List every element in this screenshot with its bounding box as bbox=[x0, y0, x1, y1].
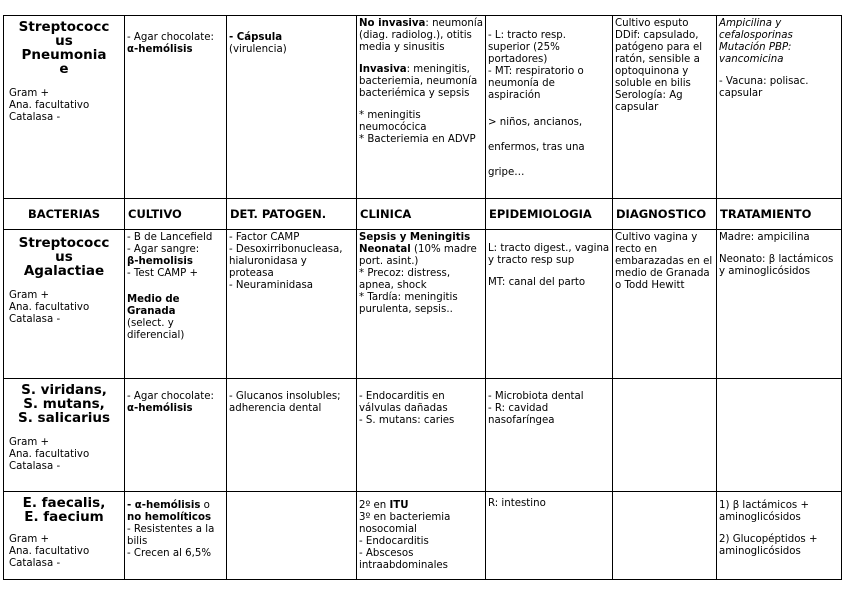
bacteria-info: Gram + Ana. facultativo Catalasa - bbox=[9, 290, 90, 325]
cell-epidemiologia-viridans: - Microbiota dental - R: cavidad nasofaríngea bbox=[486, 379, 613, 492]
cell-patogen-faecalis bbox=[227, 492, 357, 580]
cell-tratamiento-pneumoniae: Ampicilina y cefalosporinas Mutación PBP: vancomicina - Vacuna: polisac. capsular bbox=[717, 16, 842, 199]
cell-patogen-agalactiae: - Factor CAMP - Desoxirribonucleasa, hialuronidasa y proteasa - Neuraminidasa bbox=[227, 230, 357, 379]
cell-diagnostico-agalactiae: Cultivo vagina y recto en embarazadas en el medio de Granada o Todd Hewitt bbox=[613, 230, 717, 379]
cell-epidemiologia-pneumoniae: - L: tracto resp. superior (25% portadores) - MT: respiratorio o neumonía de aspiración > niños, ancianos, enfermos, tras una gripe… bbox=[486, 16, 613, 199]
cell-epidemiologia-faecalis: R: intestino bbox=[486, 492, 613, 580]
cell-tratamiento-faecalis: 1) β lactámicos + aminoglicósidos 2) Glucopéptidos + aminoglicósidos bbox=[717, 492, 842, 580]
header-row bbox=[4, 199, 842, 230]
header-clinica: CLINICA bbox=[357, 199, 486, 230]
cell-bacteria-faecalis bbox=[4, 492, 125, 580]
cell-patogen-pneumoniae: - Cápsula (virulencia) bbox=[227, 16, 357, 199]
bacteria-info: Gram + Ana. facultativo Catalasa - bbox=[9, 534, 90, 569]
row-pneumoniae bbox=[4, 16, 842, 199]
bacteria-table bbox=[3, 15, 842, 580]
bacteria-name: Streptococc us Pneumonia e bbox=[18, 19, 110, 77]
cell-cultivo-faecalis: - α-hemólisis o no hemolíticos - Resistentes a la bilis - Crecen al 6,5% bbox=[125, 492, 227, 580]
cell-diagnostico-faecalis bbox=[613, 492, 717, 580]
cell-tratamiento-viridans bbox=[717, 379, 842, 492]
cell-bacteria-viridans bbox=[4, 379, 125, 492]
cell-epidemiologia-agalactiae: L: tracto digest., vagina y tracto resp sup MT: canal del parto bbox=[486, 230, 613, 379]
bacteria-info: Gram + Ana. facultativo Catalasa - bbox=[9, 88, 90, 123]
cell-diagnostico-pneumoniae: Cultivo esputo DDif: capsulado, patógeno para el ratón, sensible a optoquinona y soluble en bilis Serología: Ag capsular bbox=[613, 16, 717, 199]
bacteria-name: S. viridans, S. mutans, S. salicarius bbox=[18, 382, 110, 426]
cell-clinica-pneumoniae: No invasiva: neumonía (diag. radiolog.), otitis media y sinusitis Invasiva: meningitis, bacteriemia, neumonía bacteriémica y sepsis * meningitis neumocócica * Bacteriemia en ADVP bbox=[357, 16, 486, 199]
bacteria-name: Streptococc us Agalactiae bbox=[18, 235, 110, 279]
header-det-patogen: DET. PATOGEN. bbox=[227, 199, 357, 230]
row-faecalis bbox=[4, 492, 842, 580]
cell-clinica-viridans: - Endocarditis en válvulas dañadas - S. mutans: caries bbox=[357, 379, 486, 492]
cell-bacteria-agalactiae bbox=[4, 230, 125, 379]
header-bacterias: BACTERIAS bbox=[4, 199, 125, 230]
row-agalactiae bbox=[4, 230, 842, 379]
cell-clinica-agalactiae: Sepsis y Meningitis Neonatal (10% madre port. asint.) * Precoz: distress, apnea, shock * Tardía: meningitis purulenta, sepsis.. bbox=[357, 230, 486, 379]
header-tratamiento: TRATAMIENTO bbox=[717, 199, 842, 230]
cell-bacteria-pneumoniae bbox=[4, 16, 125, 199]
cell-tratamiento-agalactiae: Madre: ampicilina Neonato: β lactámicos y aminoglicósidos bbox=[717, 230, 842, 379]
header-cultivo: CULTIVO bbox=[125, 199, 227, 230]
cell-patogen-viridans: - Glucanos insolubles; adherencia dental bbox=[227, 379, 357, 492]
cell-diagnostico-viridans bbox=[613, 379, 717, 492]
cell-cultivo-pneumoniae: - Agar chocolate: α-hemólisis bbox=[125, 16, 227, 199]
cell-clinica-faecalis: 2º en ITU 3º en bacteriemia nosocomial - Endocarditis - Abscesos intraabdominales bbox=[357, 492, 486, 580]
bacteria-name: E. faecalis, E. faecium bbox=[22, 495, 106, 525]
header-diagnostico: DIAGNOSTICO bbox=[613, 199, 717, 230]
row-viridans bbox=[4, 379, 842, 492]
header-epidemiologia: EPIDEMIOLOGIA bbox=[486, 199, 613, 230]
cell-cultivo-viridans: - Agar chocolate: α-hemólisis bbox=[125, 379, 227, 492]
cell-cultivo-agalactiae: - B de Lancefield - Agar sangre: β-hemolisis - Test CAMP + Medio de Granada (select. y diferencial) bbox=[125, 230, 227, 379]
bacteria-info: Gram + Ana. facultativo Catalasa - bbox=[9, 437, 90, 472]
